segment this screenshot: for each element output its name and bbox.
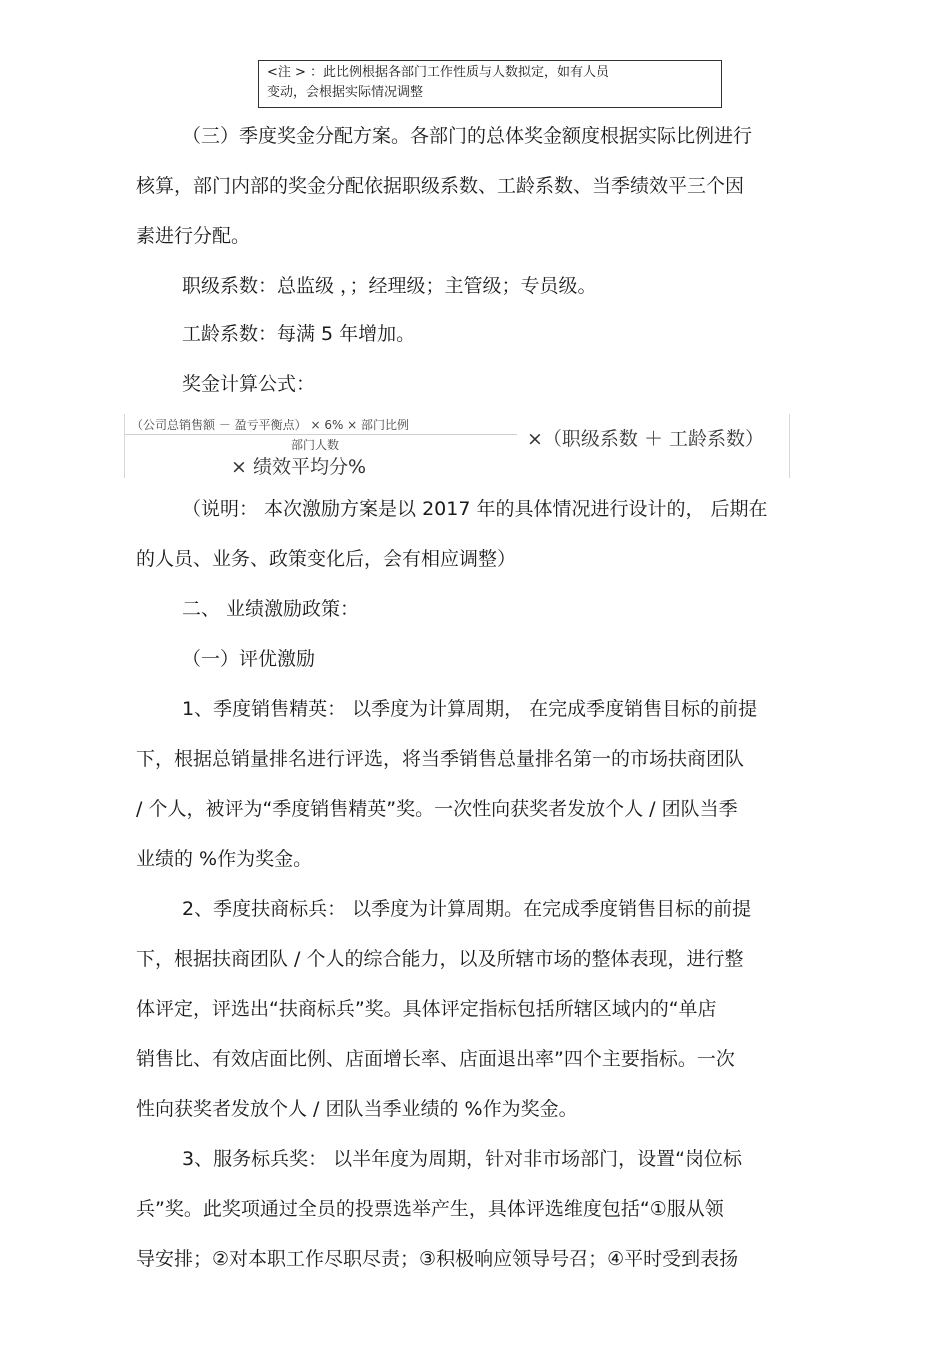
explanation-line-2: 的人员、业务、政策变化后，会有相应调整） bbox=[136, 548, 517, 570]
item1-line-3: / 个人，被评为“季度销售精英”奖。一次性向获奖者发放个人 / 团队当季 bbox=[136, 798, 738, 820]
section3-para-line-1: （三）季度奖金分配方案。各部门的总体奖金额度根据实际比例进行 bbox=[182, 125, 753, 147]
subsection-heading: （一）评优激励 bbox=[182, 648, 316, 670]
section3-para-line-3: 素进行分配。 bbox=[136, 225, 251, 247]
item1-line-1: 1、季度销售精英： 以季度为计算周期， 在完成季度销售目标的前提 bbox=[182, 698, 758, 720]
rank-coefficient: 职级系数：总监级 ，；经理级；主管级；专员级。 bbox=[182, 275, 597, 297]
section3-para-line-2: 核算，部门内部的奖金分配依据职级系数、工龄系数、当季绩效平三个因 bbox=[136, 175, 745, 197]
seniority-coefficient: 工龄系数：每满 5 年增加。 bbox=[182, 323, 416, 345]
formula-denominator: 部门人数 bbox=[291, 438, 340, 452]
item2-line-5: 性向获奖者发放个人 / 团队当季业绩的 %作为奖金。 bbox=[136, 1098, 578, 1120]
item2-line-1: 2、季度扶商标兵： 以季度为计算周期。在完成季度销售目标的前提 bbox=[182, 898, 752, 920]
note-line-1: <注 > ：此比例根据各部门工作性质与人数拟定，如有人员 bbox=[267, 65, 610, 80]
item3-line-1: 3、服务标兵奖： 以半年度为周期，针对非市场部门，设置“岗位标 bbox=[182, 1148, 742, 1170]
section-two-heading: 二、 业绩激励政策： bbox=[182, 598, 360, 620]
formula-title: 奖金计算公式： bbox=[182, 373, 316, 395]
item3-line-2: 兵”奖。此奖项通过全员的投票选举产生，具体评选维度包括“①服从领 bbox=[136, 1198, 724, 1220]
formula-numerator: （公司总销售额 － 盈亏平衡点） × 6% × 部门比例 bbox=[131, 418, 410, 432]
explanation-line-1: （说明： 本次激励方案是以 2017 年的具体情况进行设计的， 后期在 bbox=[182, 498, 768, 520]
item3-line-3: 导安排；②对本职工作尽职尽责；③积极响应领导号召；④平时受到表扬 bbox=[136, 1248, 739, 1270]
note-line-2: 变动，会根据实际情况调整 bbox=[267, 85, 424, 100]
item2-line-2: 下，根据扶商团队 / 个人的综合能力，以及所辖市场的整体表现，进行整 bbox=[136, 948, 744, 970]
bonus-formula bbox=[124, 414, 790, 478]
fraction-bar bbox=[125, 434, 517, 435]
formula-bottom-factor: × 绩效平均分% bbox=[231, 456, 367, 478]
item2-line-4: 销售比、有效店面比例、店面增长率、店面退出率”四个主要指标。一次 bbox=[136, 1048, 735, 1070]
formula-right-factor: ×（职级系数 ＋ 工龄系数） bbox=[527, 428, 764, 450]
item1-line-4: 业绩的 %作为奖金。 bbox=[136, 848, 313, 870]
note-box bbox=[258, 60, 722, 108]
item1-line-2: 下，根据总销量排名进行评选，将当季销售总量排名第一的市场扶商团队 bbox=[136, 748, 745, 770]
item2-line-3: 体评定，评选出“扶商标兵”奖。具体评定指标包括所辖区域内的“单店 bbox=[136, 998, 717, 1020]
